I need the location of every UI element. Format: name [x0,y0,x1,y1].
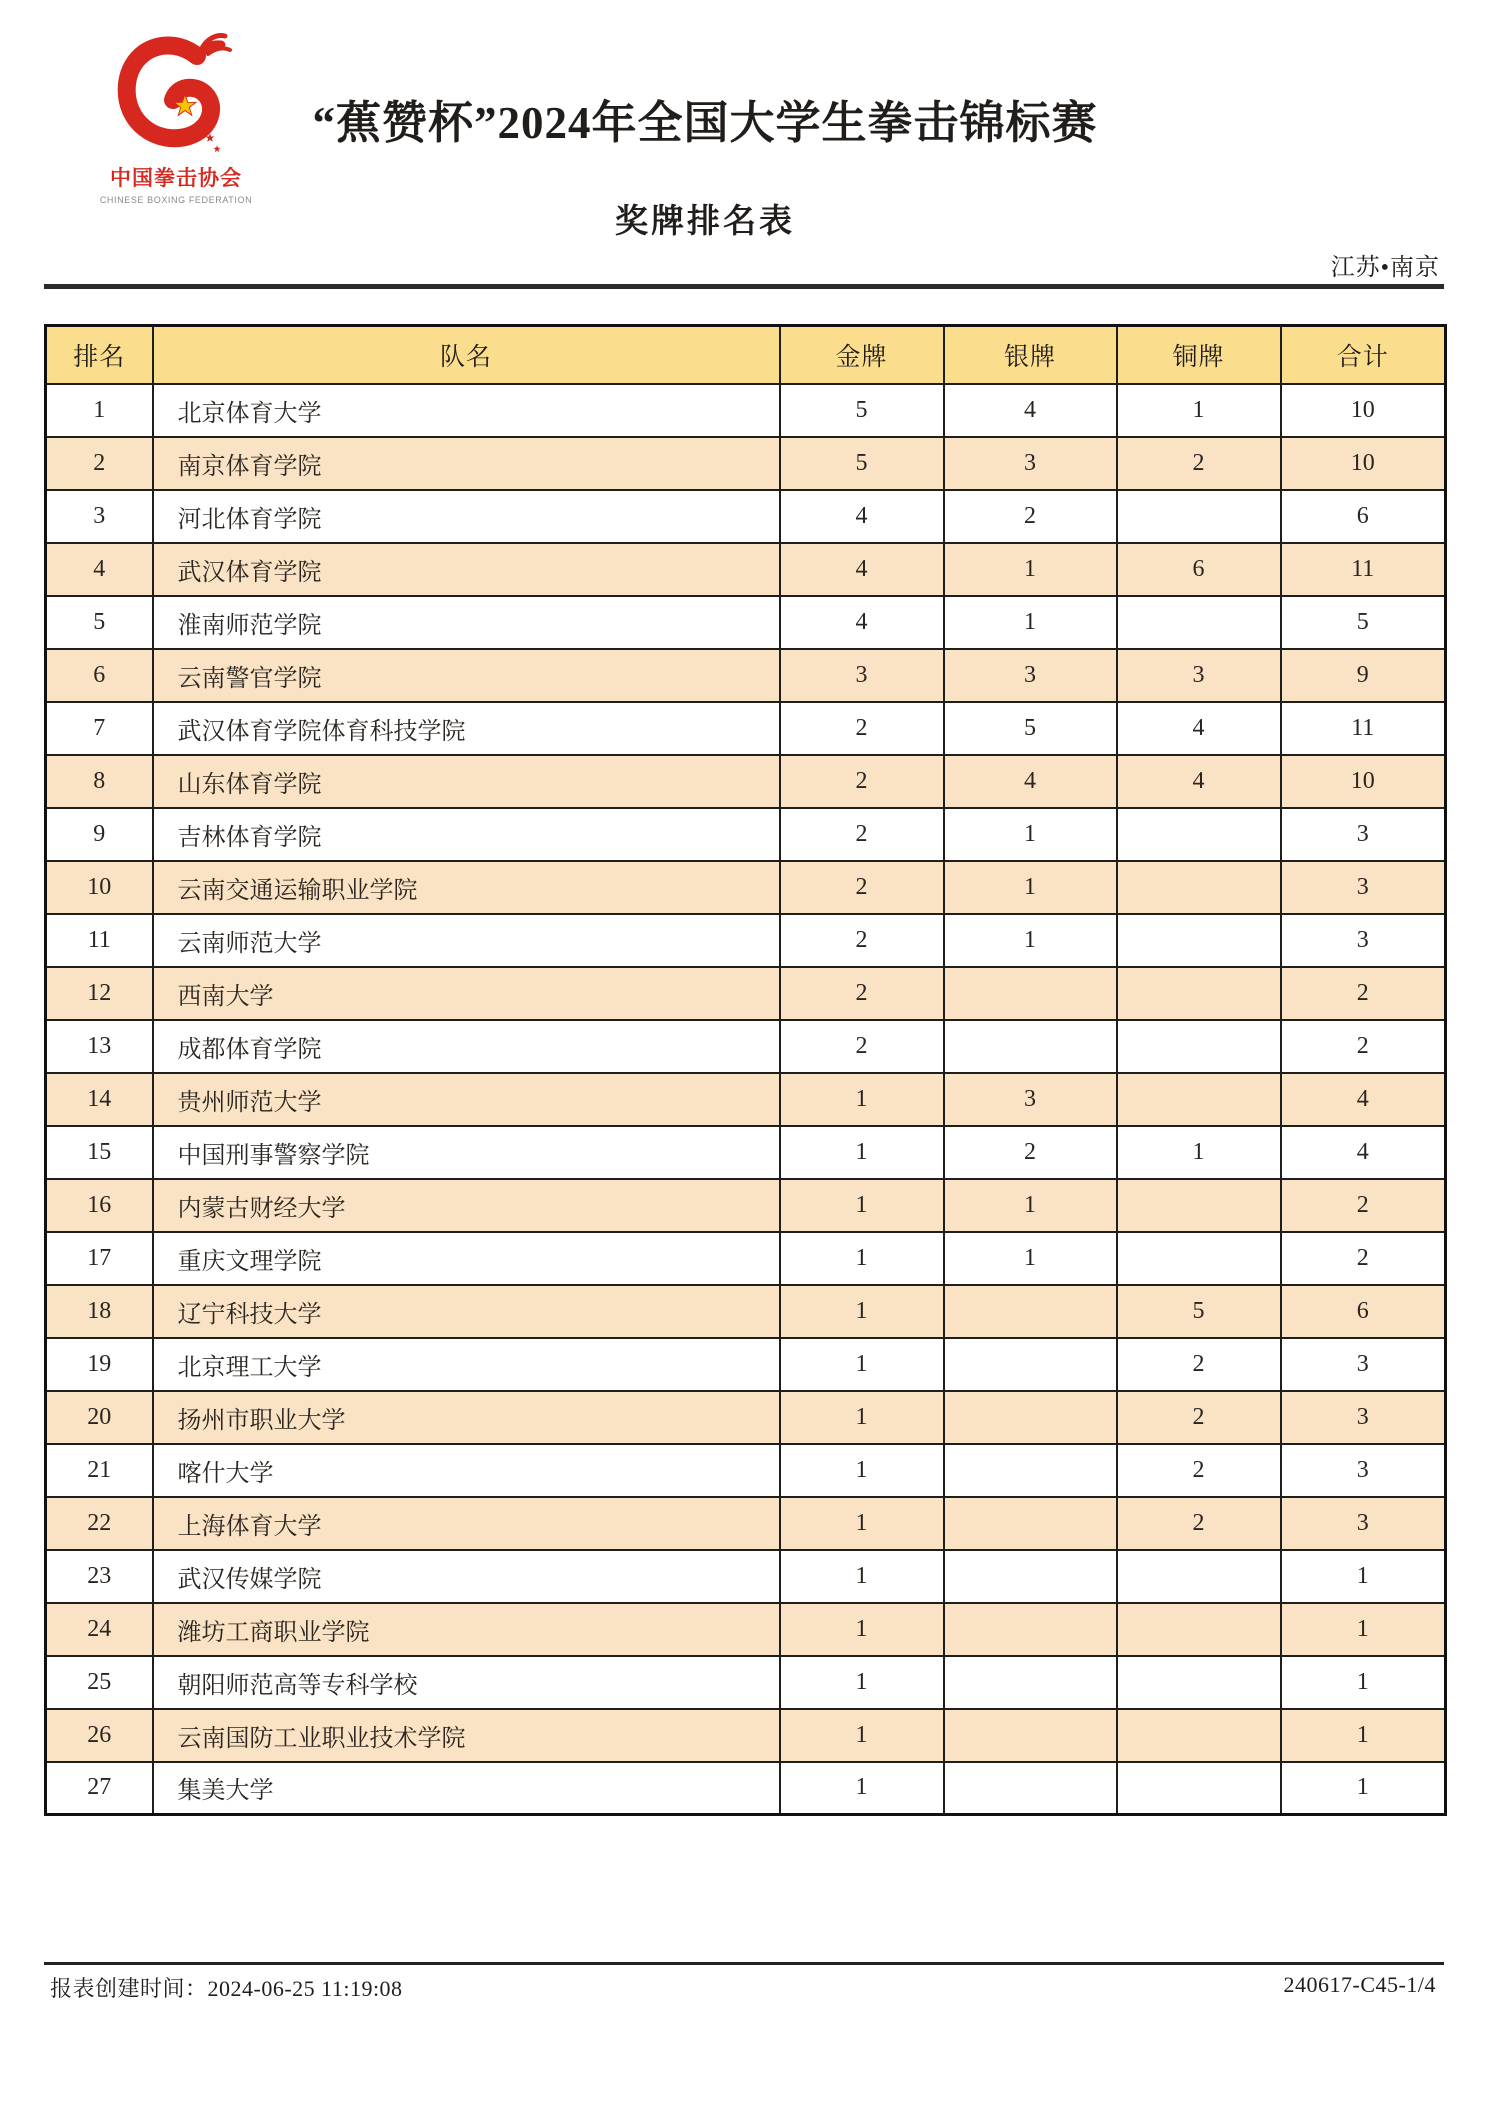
gold-cell: 1 [780,1603,944,1656]
bronze-cell [1117,861,1281,914]
gold-cell: 1 [780,1444,944,1497]
silver-cell [944,1709,1117,1762]
silver-cell: 5 [944,702,1117,755]
table-row [46,1020,1446,1073]
table-row [46,1338,1446,1391]
silver-cell [944,1550,1117,1603]
gold-cell: 5 [780,384,944,437]
rank-cell: 5 [46,596,153,649]
gold-cell: 1 [780,1550,944,1603]
team-cell: 扬州市职业大学 [153,1391,780,1444]
team-cell: 武汉体育学院 [153,543,780,596]
gold-cell: 2 [780,1020,944,1073]
team-cell: 内蒙古财经大学 [153,1179,780,1232]
rank-cell: 24 [46,1603,153,1656]
bronze-cell [1117,1709,1281,1762]
silver-cell [944,1497,1117,1550]
table-row [46,1285,1446,1338]
total-cell: 2 [1281,1232,1446,1285]
team-cell: 中国刑事警察学院 [153,1126,780,1179]
rank-cell: 21 [46,1444,153,1497]
page-title: “蕉赞杯”2024年全国大学生拳击锦标赛 [312,98,1098,148]
rank-cell: 18 [46,1285,153,1338]
table-row [46,1232,1446,1285]
silver-cell: 1 [944,543,1117,596]
bronze-cell [1117,967,1281,1020]
team-cell: 上海体育大学 [153,1497,780,1550]
table-row [46,808,1446,861]
bronze-cell: 2 [1117,1338,1281,1391]
table-row [46,1550,1446,1603]
bronze-cell [1117,1550,1281,1603]
silver-cell: 1 [944,596,1117,649]
title-block [150,86,1260,242]
silver-cell [944,1656,1117,1709]
gold-cell: 2 [780,702,944,755]
silver-cell: 3 [944,437,1117,490]
table-body [46,384,1446,1815]
team-cell: 武汉传媒学院 [153,1550,780,1603]
bronze-cell [1117,1656,1281,1709]
total-cell: 9 [1281,649,1446,702]
team-cell: 西南大学 [153,967,780,1020]
col-header-total: 合计 [1281,326,1446,384]
team-cell: 武汉体育学院体育科技学院 [153,702,780,755]
footer [50,1972,1436,2003]
team-cell: 北京体育大学 [153,384,780,437]
gold-cell: 1 [780,1179,944,1232]
team-cell: 朝阳师范高等专科学校 [153,1656,780,1709]
rank-cell: 22 [46,1497,153,1550]
total-cell: 2 [1281,1020,1446,1073]
rank-cell: 23 [46,1550,153,1603]
table-row [46,1391,1446,1444]
silver-cell: 1 [944,914,1117,967]
silver-cell: 3 [944,649,1117,702]
total-cell: 11 [1281,702,1446,755]
table-row [46,1073,1446,1126]
bronze-cell [1117,1603,1281,1656]
gold-cell: 2 [780,914,944,967]
silver-cell [944,1338,1117,1391]
rank-cell: 16 [46,1179,153,1232]
silver-cell: 2 [944,1126,1117,1179]
bronze-cell [1117,1073,1281,1126]
table-row [46,1603,1446,1656]
total-cell: 3 [1281,1497,1446,1550]
table-row [46,1444,1446,1497]
rank-cell: 25 [46,1656,153,1709]
table-row [46,1709,1446,1762]
table-row [46,861,1446,914]
total-cell: 11 [1281,543,1446,596]
gold-cell: 2 [780,967,944,1020]
bronze-cell [1117,914,1281,967]
gold-cell: 1 [780,1338,944,1391]
total-cell: 1 [1281,1709,1446,1762]
total-cell: 1 [1281,1550,1446,1603]
team-cell: 河北体育学院 [153,490,780,543]
silver-cell: 4 [944,755,1117,808]
rank-cell: 19 [46,1338,153,1391]
team-cell: 云南交通运输职业学院 [153,861,780,914]
total-cell: 10 [1281,437,1446,490]
rank-cell: 6 [46,649,153,702]
gold-cell: 2 [780,808,944,861]
rank-cell: 14 [46,1073,153,1126]
medal-ranking-table [44,324,1447,1816]
total-cell: 1 [1281,1762,1446,1815]
team-cell: 南京体育学院 [153,437,780,490]
team-cell: 成都体育学院 [153,1020,780,1073]
bronze-cell: 5 [1117,1285,1281,1338]
table-row [46,490,1446,543]
table-row [46,437,1446,490]
bronze-cell [1117,596,1281,649]
rank-cell: 7 [46,702,153,755]
bronze-cell: 4 [1117,755,1281,808]
silver-cell: 2 [944,490,1117,543]
table-row [46,596,1446,649]
logo-name-cn: 中国拳击协会 [110,167,242,190]
silver-cell [944,1285,1117,1338]
rank-cell: 13 [46,1020,153,1073]
bronze-cell [1117,1020,1281,1073]
col-header-rank: 排名 [46,326,153,384]
silver-cell: 1 [944,1232,1117,1285]
col-header-silver: 银牌 [944,326,1117,384]
table-row [46,967,1446,1020]
bronze-cell [1117,1762,1281,1815]
rank-cell: 26 [46,1709,153,1762]
event-location: 江苏•南京 [1330,255,1440,281]
silver-cell: 1 [944,861,1117,914]
total-cell: 3 [1281,1444,1446,1497]
bronze-cell: 2 [1117,1444,1281,1497]
table-row [46,1497,1446,1550]
table-row [46,1126,1446,1179]
table-row [46,649,1446,702]
gold-cell: 2 [780,755,944,808]
table-row [46,914,1446,967]
team-cell: 喀什大学 [153,1444,780,1497]
silver-cell [944,967,1117,1020]
silver-cell: 3 [944,1073,1117,1126]
table-row [46,543,1446,596]
total-cell: 3 [1281,1391,1446,1444]
silver-cell: 1 [944,808,1117,861]
bronze-cell [1117,808,1281,861]
bronze-cell: 2 [1117,1497,1281,1550]
team-cell: 辽宁科技大学 [153,1285,780,1338]
team-cell: 潍坊工商职业学院 [153,1603,780,1656]
total-cell: 4 [1281,1073,1446,1126]
bronze-cell: 4 [1117,702,1281,755]
gold-cell: 1 [780,1073,944,1126]
total-cell: 3 [1281,914,1446,967]
gold-cell: 3 [780,649,944,702]
bronze-cell [1117,1179,1281,1232]
bronze-cell: 1 [1117,1126,1281,1179]
rank-cell: 27 [46,1762,153,1815]
bronze-cell [1117,490,1281,543]
total-cell: 2 [1281,1179,1446,1232]
rank-cell: 9 [46,808,153,861]
bronze-cell: 2 [1117,1391,1281,1444]
table-row [46,702,1446,755]
total-cell: 1 [1281,1603,1446,1656]
team-cell: 北京理工大学 [153,1338,780,1391]
team-cell: 山东体育学院 [153,755,780,808]
total-cell: 2 [1281,967,1446,1020]
gold-cell: 1 [780,1656,944,1709]
team-cell: 贵州师范大学 [153,1073,780,1126]
rank-cell: 4 [46,543,153,596]
team-cell: 云南师范大学 [153,914,780,967]
team-cell: 集美大学 [153,1762,780,1815]
header-divider [44,284,1444,289]
table-row [46,755,1446,808]
page-subtitle: 奖牌排名表 [615,204,795,240]
bronze-cell: 6 [1117,543,1281,596]
gold-cell: 1 [780,1285,944,1338]
col-header-team: 队名 [153,326,780,384]
total-cell: 3 [1281,808,1446,861]
team-cell: 吉林体育学院 [153,808,780,861]
bronze-cell [1117,1232,1281,1285]
team-cell: 云南国防工业职业技术学院 [153,1709,780,1762]
gold-cell: 1 [780,1709,944,1762]
gold-cell: 1 [780,1762,944,1815]
total-cell: 6 [1281,1285,1446,1338]
total-cell: 1 [1281,1656,1446,1709]
gold-cell: 4 [780,543,944,596]
rank-cell: 11 [46,914,153,967]
col-header-bronze: 铜牌 [1117,326,1281,384]
rank-cell: 20 [46,1391,153,1444]
silver-cell: 4 [944,384,1117,437]
report-created-time: 报表创建时间：2024-06-25 11:19:08 [50,1976,403,2001]
total-cell: 10 [1281,384,1446,437]
rank-cell: 15 [46,1126,153,1179]
gold-cell: 1 [780,1232,944,1285]
table-header-row [46,326,1446,384]
total-cell: 6 [1281,490,1446,543]
rank-cell: 2 [46,437,153,490]
gold-cell: 4 [780,596,944,649]
gold-cell: 2 [780,861,944,914]
total-cell: 3 [1281,861,1446,914]
gold-cell: 1 [780,1497,944,1550]
team-cell: 重庆文理学院 [153,1232,780,1285]
team-cell: 云南警官学院 [153,649,780,702]
silver-cell: 1 [944,1179,1117,1232]
report-code: 240617-C45-1/4 [1283,1972,1436,1997]
silver-cell [944,1020,1117,1073]
silver-cell [944,1603,1117,1656]
total-cell: 3 [1281,1338,1446,1391]
gold-cell: 5 [780,437,944,490]
total-cell: 10 [1281,755,1446,808]
silver-cell [944,1762,1117,1815]
rank-cell: 12 [46,967,153,1020]
rank-cell: 8 [46,755,153,808]
silver-cell [944,1444,1117,1497]
gold-cell: 4 [780,490,944,543]
logo-name-en: CHINESE BOXING FEDERATION [99,195,253,205]
silver-cell [944,1391,1117,1444]
footer-divider [44,1962,1444,1965]
total-cell: 4 [1281,1126,1446,1179]
table-row [46,1179,1446,1232]
team-cell: 淮南师范学院 [153,596,780,649]
rank-cell: 17 [46,1232,153,1285]
rank-cell: 1 [46,384,153,437]
gold-cell: 1 [780,1126,944,1179]
bronze-cell: 1 [1117,384,1281,437]
bronze-cell: 2 [1117,437,1281,490]
gold-cell: 1 [780,1391,944,1444]
col-header-gold: 金牌 [780,326,944,384]
table-row [46,384,1446,437]
table-row [46,1762,1446,1815]
total-cell: 5 [1281,596,1446,649]
rank-cell: 3 [46,490,153,543]
rank-cell: 10 [46,861,153,914]
table-row [46,1656,1446,1709]
bronze-cell: 3 [1117,649,1281,702]
